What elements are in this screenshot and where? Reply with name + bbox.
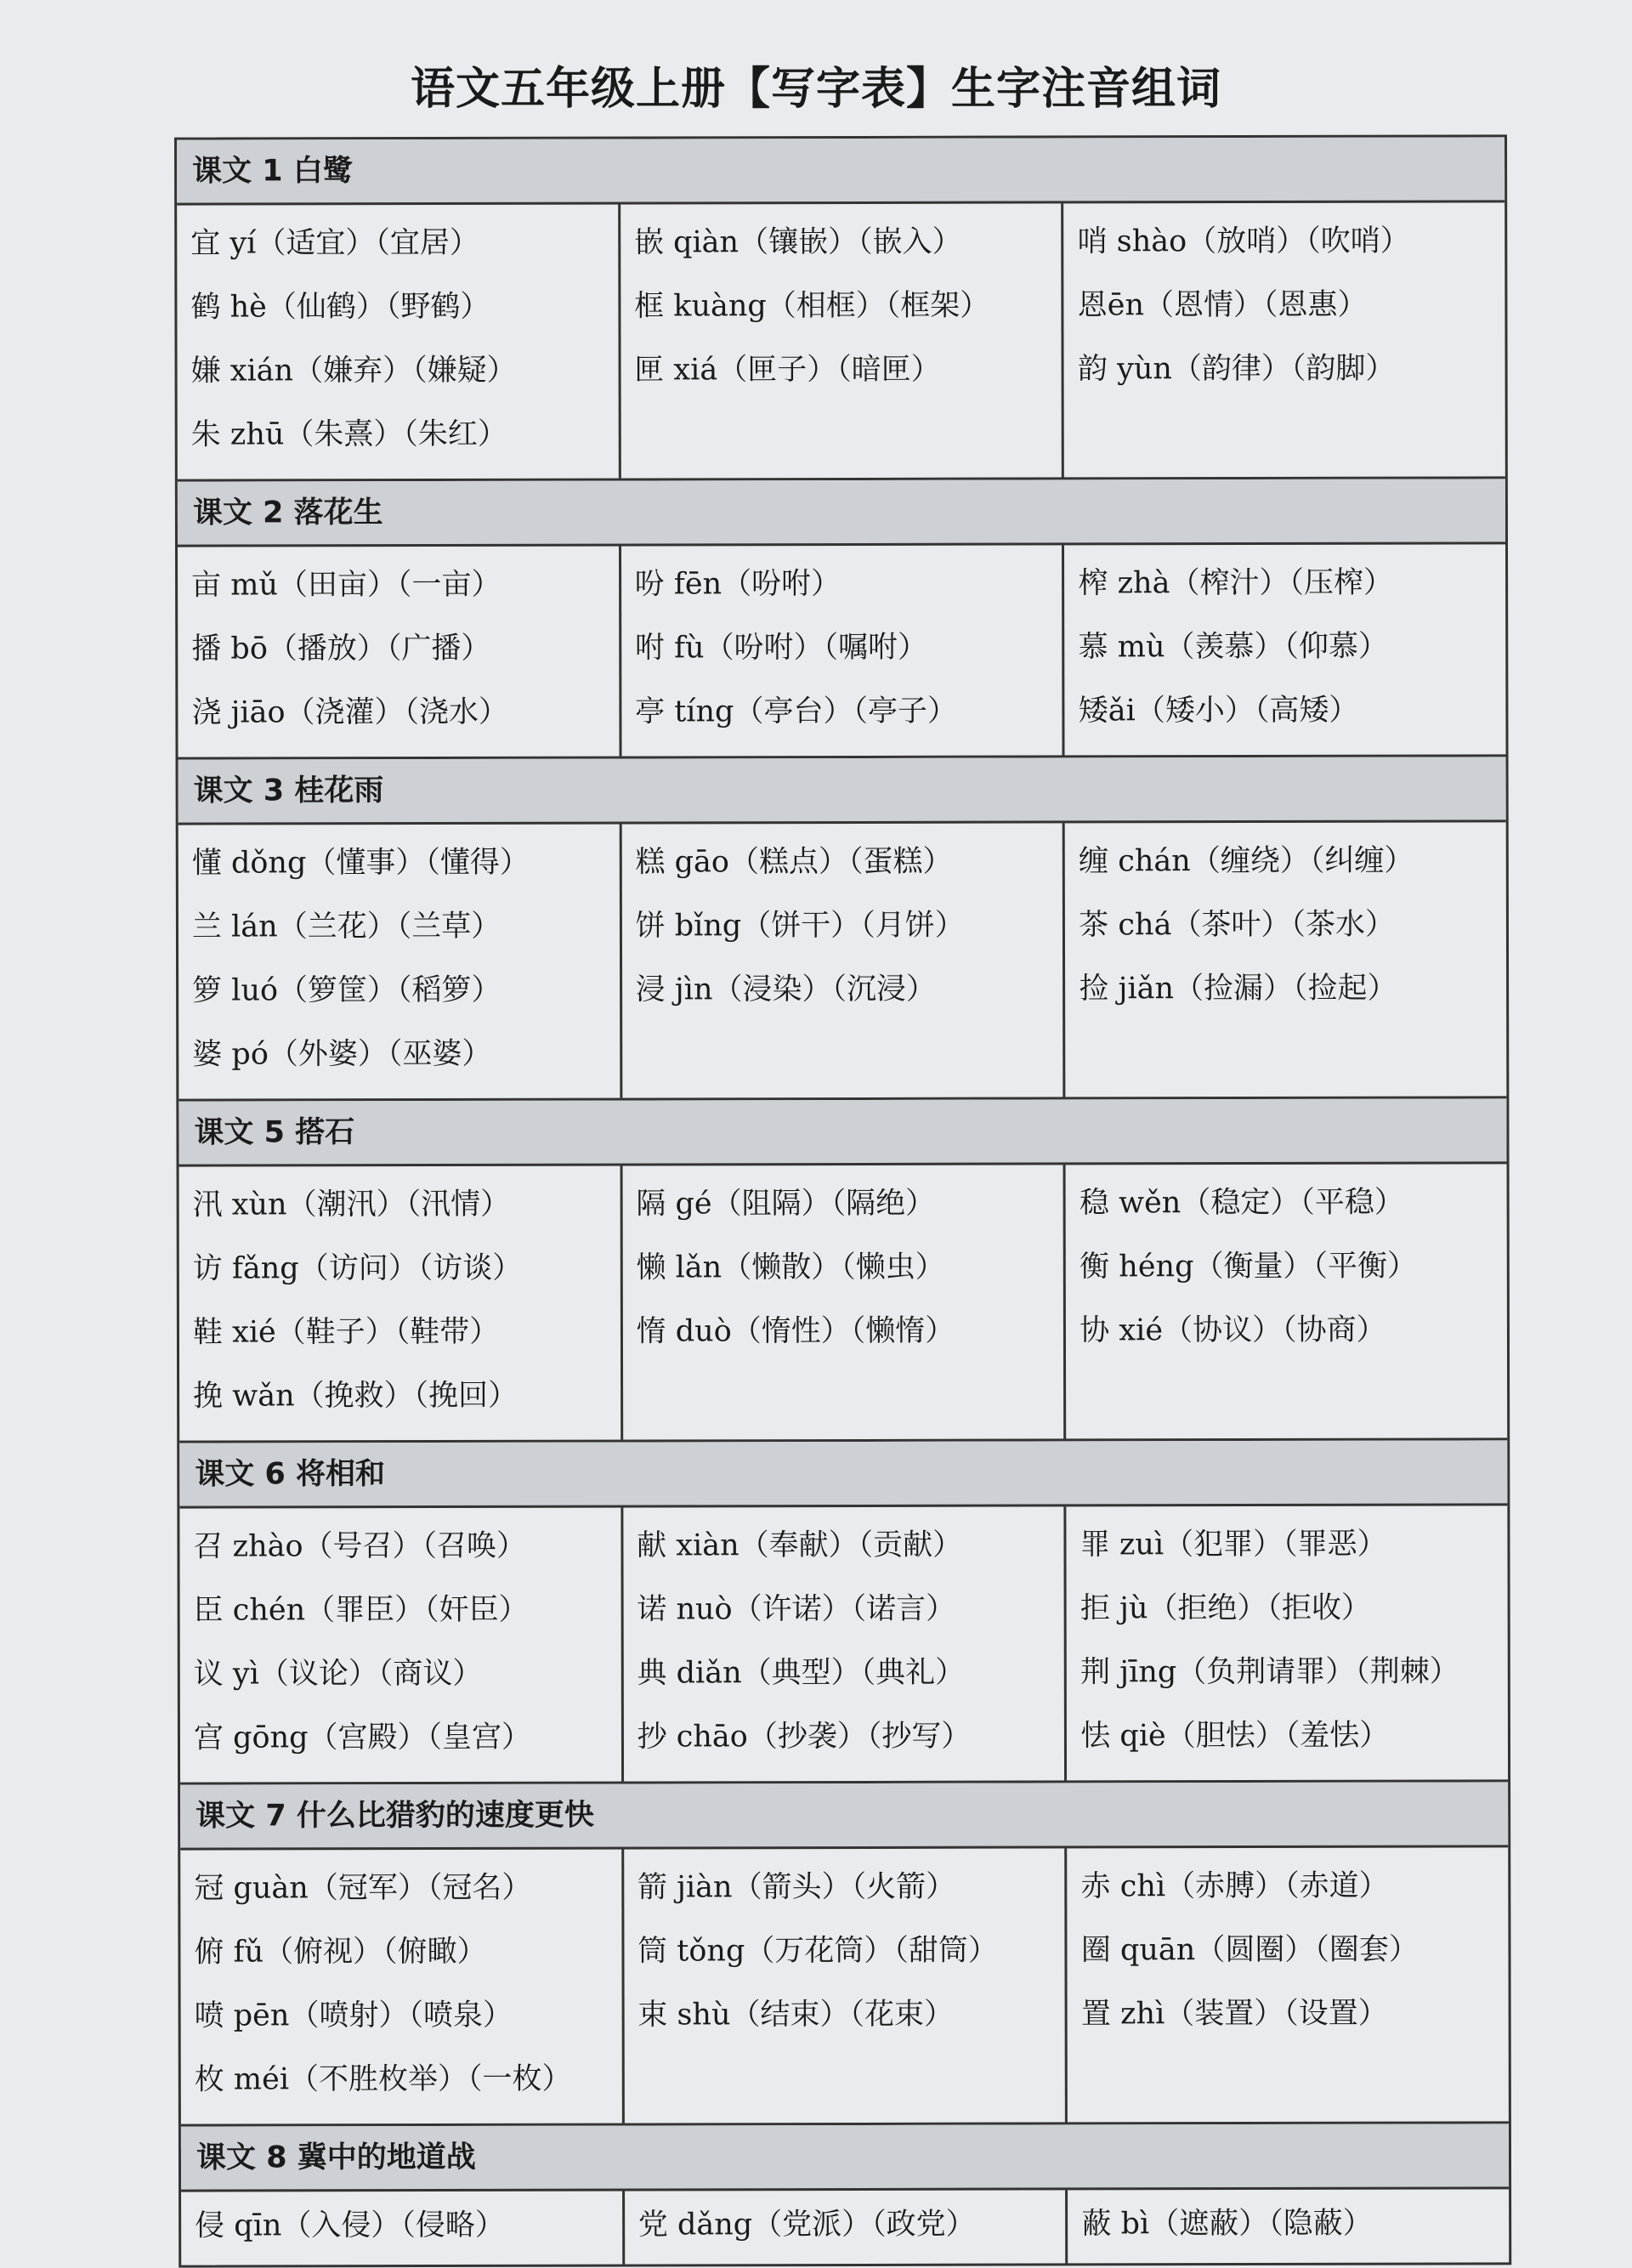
character-entry: 冠 guàn（冠军）（冠名） xyxy=(194,1870,532,1906)
word-column xyxy=(1065,1847,1509,2122)
character-entry: 懒 lǎn（懒散）（懒虫） xyxy=(636,1250,945,1285)
lesson-heading: 课文 1 白鹭 xyxy=(177,137,1504,205)
character-entry: 俯 fǔ（俯视）（俯瞰） xyxy=(194,1934,487,1970)
character-entry: 播 bō（播放）（广播） xyxy=(191,631,491,666)
word-column xyxy=(619,823,1062,1097)
character-entry: 隔 gé（阻隔）（隔绝） xyxy=(636,1186,936,1222)
character-entry: 挽 wǎn（挽救）（挽回） xyxy=(193,1378,518,1414)
character-entry: 咐 fù（吩咐）（嘱咐） xyxy=(634,630,928,666)
lesson-body xyxy=(179,1164,1508,1443)
character-entry: 党 dǎng（党派）（政党） xyxy=(638,2207,976,2242)
character-entry: 矮ǎi（矮小）（高矮） xyxy=(1078,693,1359,729)
lesson-section xyxy=(177,137,1505,481)
word-column xyxy=(1062,202,1505,477)
character-entry: 束 shù（结束）（花束） xyxy=(638,1997,955,2033)
character-entry: 框 kuàng（相框）（框架） xyxy=(634,288,990,324)
character-entry: 缠 chán（缠绕）（纠缠） xyxy=(1079,843,1414,879)
lesson-body xyxy=(177,202,1505,481)
character-entry: 惰 duò（惰性）（懒惰） xyxy=(636,1313,955,1349)
character-entry: 饼 bǐng（饼干）（月饼） xyxy=(635,908,965,944)
character-entry: 鹤 hè（仙鹤）（野鹤） xyxy=(190,289,490,325)
character-entry: 嫌 xián（嫌弃）（嫌疑） xyxy=(190,353,517,388)
character-entry: 拒 jù（拒绝）（拒收） xyxy=(1080,1590,1372,1626)
character-entry: 赤 chì（赤膊）（赤道） xyxy=(1080,1868,1389,1904)
character-entry: 典 diǎn（典型）（典礼） xyxy=(637,1655,966,1691)
lesson-body xyxy=(181,2189,1509,2265)
lesson-heading: 课文 5 搭石 xyxy=(178,1098,1506,1166)
character-entry: 侵 qīn（入侵）（侵略） xyxy=(195,2208,505,2243)
character-entry: 臣 chén（罪臣）（奸臣） xyxy=(193,1592,529,1628)
character-entry: 怯 qiè（胆怯）（羞怯） xyxy=(1080,1718,1390,1754)
word-column xyxy=(620,1165,1063,1439)
word-column xyxy=(179,1166,620,1441)
character-entry: 议 yì（议论）（商议） xyxy=(193,1656,483,1692)
vocabulary-table xyxy=(174,134,1511,2267)
character-entry: 吩 fēn（吩咐） xyxy=(634,567,842,602)
word-column xyxy=(1064,1505,1508,1780)
word-column xyxy=(177,205,618,479)
character-entry: 嵌 qiàn（镶嵌）（嵌入） xyxy=(633,224,962,260)
lesson-section xyxy=(178,757,1507,1101)
character-entry: 稳 wěn（稳定）（平稳） xyxy=(1079,1185,1404,1221)
lesson-heading: 课文 3 桂花雨 xyxy=(178,757,1506,825)
character-entry: 枚 méi（不胜枚举）（一枚） xyxy=(194,2061,572,2097)
word-column xyxy=(621,1848,1065,2123)
character-entry: 访 fǎng（访问）（访谈） xyxy=(192,1250,523,1286)
word-column xyxy=(179,1508,620,1783)
word-column xyxy=(1063,1164,1507,1438)
character-entry: 鞋 xié（鞋子）（鞋带） xyxy=(192,1314,500,1350)
character-entry: 汛 xùn（潮汛）（汛情） xyxy=(192,1187,511,1222)
lesson-section xyxy=(178,479,1506,759)
word-column xyxy=(178,547,619,757)
lesson-body xyxy=(180,1847,1509,2126)
page-title: 语文五年级上册【写字表】生字注音组词 xyxy=(410,64,1221,115)
word-column xyxy=(181,2191,622,2265)
character-entry: 诺 nuò（许诺）（诺言） xyxy=(637,1591,956,1627)
character-entry: 朱 zhū（朱熹）（朱红） xyxy=(190,417,507,452)
lesson-heading: 课文 2 落花生 xyxy=(178,479,1505,547)
lesson-body xyxy=(178,822,1507,1101)
word-column xyxy=(1062,822,1506,1097)
character-entry: 糕 gāo（糕点）（蛋糕） xyxy=(635,844,953,880)
character-entry: 婆 pó（外婆）（巫婆） xyxy=(192,1036,492,1072)
character-entry: 哨 shào（放哨）（吹哨） xyxy=(1077,224,1410,259)
lesson-section xyxy=(179,1440,1508,1784)
character-entry: 罪 zuì（犯罪）（罪恶） xyxy=(1080,1527,1387,1562)
character-entry: 宫 gōng（宫殿）（皇宫） xyxy=(193,1720,532,1755)
word-column xyxy=(620,1506,1064,1781)
word-column xyxy=(618,203,1062,478)
character-entry: 圈 quān（圆圈）（圈套） xyxy=(1080,1932,1419,1968)
character-entry: 浸 jìn（浸染）（沉浸） xyxy=(635,972,937,1007)
lesson-section xyxy=(178,1098,1507,1443)
lesson-heading: 课文 7 什么比猎豹的速度更快 xyxy=(180,1782,1508,1850)
lesson-body xyxy=(178,544,1506,759)
character-entry: 兰 lán（兰花）（兰草） xyxy=(191,909,502,944)
character-entry: 喷 pēn（喷射）（喷泉） xyxy=(194,1998,513,2033)
character-entry: 榨 zhà（榨汁）（压榨） xyxy=(1078,565,1393,601)
character-entry: 恩ēn（恩情）（恩惠） xyxy=(1077,287,1368,323)
character-entry: 韵 yùn（韵律）（韵脚） xyxy=(1077,351,1396,387)
character-entry: 抄 chāo（抄袭）（抄写） xyxy=(637,1719,972,1755)
lesson-body xyxy=(179,1505,1508,1784)
lesson-section xyxy=(180,1782,1509,2126)
character-entry: 召 zhào（号召）（召唤） xyxy=(193,1528,527,1564)
character-entry: 匣 xiá（匣子）（暗匣） xyxy=(634,352,941,388)
word-column xyxy=(622,2190,1066,2264)
word-column xyxy=(178,825,620,1099)
character-entry: 捡 jiǎn（捡漏）（捡起） xyxy=(1079,971,1397,1006)
word-column xyxy=(1062,544,1505,755)
character-entry: 协 xié（协议）（协商） xyxy=(1080,1313,1386,1348)
character-entry: 献 xiàn（奉献）（贡献） xyxy=(637,1528,963,1563)
character-entry: 衡 héng（衡量）（平衡） xyxy=(1080,1249,1417,1284)
character-entry: 亩 mǔ（田亩）（一亩） xyxy=(191,567,502,603)
character-entry: 慕 mù（羡慕）（仰慕） xyxy=(1078,629,1389,665)
character-entry: 箭 jiàn（箭头）（火箭） xyxy=(637,1869,956,1905)
lesson-heading: 课文 6 将相和 xyxy=(179,1440,1507,1508)
character-entry: 亭 tíng（亭台）（亭子） xyxy=(635,694,957,729)
lesson-heading: 课文 8 冀中的地道战 xyxy=(181,2123,1509,2191)
character-entry: 箩 luó（箩筐）（稻箩） xyxy=(192,972,502,1008)
character-entry: 茶 chá（茶叶）（茶水） xyxy=(1079,907,1395,943)
character-entry: 浇 jiāo（浇灌）（浇水） xyxy=(191,695,509,730)
character-entry: 筒 tǒng（万花筒）（甜筒） xyxy=(638,1933,998,1969)
character-entry: 蔽 bì（遮蔽）（隐蔽） xyxy=(1081,2206,1373,2242)
word-column xyxy=(1065,2189,1509,2263)
word-column xyxy=(180,1850,621,2124)
lesson-section xyxy=(181,2123,1509,2265)
character-entry: 置 zhì（装置）（设置） xyxy=(1080,1996,1388,2032)
character-entry: 宜 yí（适宜）（宜居） xyxy=(190,225,479,261)
character-entry: 荆 jīng（负荆请罪）（荆棘） xyxy=(1080,1654,1459,1690)
word-column xyxy=(619,545,1062,756)
character-entry: 懂 dǒng（懂事）（懂得） xyxy=(191,845,530,881)
